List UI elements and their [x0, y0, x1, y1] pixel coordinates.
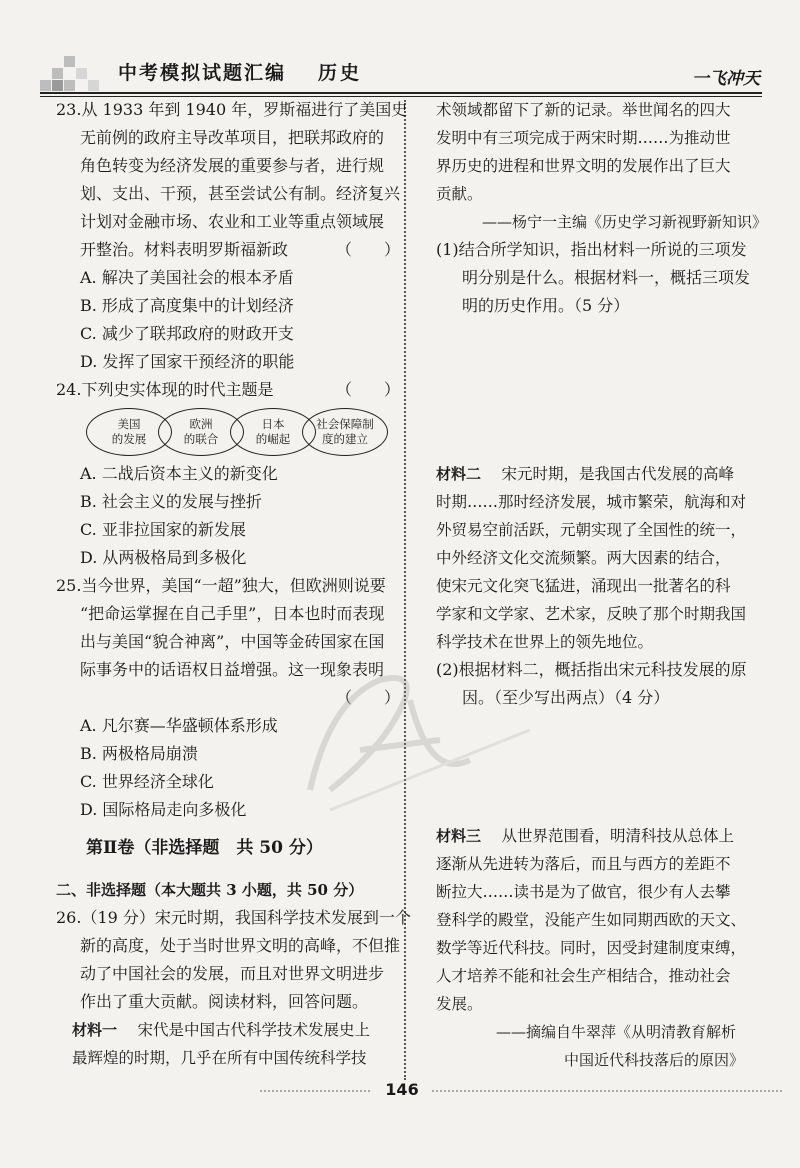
part-title: 二、非选择题（本大题共 3 小题，共 50 分）	[56, 881, 364, 899]
material-1-source: ——杨宁一主编《历史学习新视野新知识》	[482, 213, 768, 231]
footer-dots-right	[432, 1090, 782, 1092]
material-1-line-2: 最辉煌的时期，几乎在所有中国传统科学技	[72, 1049, 367, 1067]
q23-line-4: 划、支出、干预，甚至尝试公有制。经济复兴	[80, 184, 401, 203]
oval-text-line2: 的发展	[111, 432, 147, 446]
material-3-line-2: 逐渐从先进转为落后，而且与西方的差距不	[436, 855, 731, 873]
q23-line-1: 23.从 1933 年到 1940 年，罗斯福进行了美国史	[56, 100, 408, 119]
material-3-source-2: 中国近代科技落后的原因》	[564, 1051, 745, 1069]
subq-2-line-2: 因。（至少写出两点）（4 分）	[462, 688, 670, 707]
material-3-line-1: 从世界范围看，明清科技从总体上	[486, 827, 735, 845]
q23-line-3: 角色转变为经济发展的重要参与者，进行规	[80, 156, 385, 175]
subq-1-line-2: 明分别是什么。根据材料一，概括三项发	[462, 268, 751, 287]
oval-text-line1: 欧洲	[189, 417, 213, 431]
q23-option-c[interactable]: C. 减少了联邦政府的财政开支	[80, 324, 294, 343]
book-title: 中考模拟试题汇编	[118, 62, 287, 84]
q25-answer-paren[interactable]: （ ）	[336, 688, 401, 707]
material-3-line-4: 登科学的殿堂，没能产生如同期西欧的天文、	[436, 911, 747, 929]
q25-option-c[interactable]: C. 世界经济全球化	[80, 772, 214, 791]
q23-option-a[interactable]: A. 解决了美国社会的根本矛盾	[80, 268, 294, 287]
material-3-label: 材料三	[436, 827, 482, 845]
q26-line-3: 动了中国社会的发展，而且对世界文明进步	[80, 964, 385, 983]
q23-line-2: 无前例的政府主导改革项目，把联邦政府的	[80, 128, 385, 147]
q24-option-a[interactable]: A. 二战后资本主义的新变化	[80, 464, 278, 483]
material-1-line-1: 宋代是中国古代科学技术发展史上	[122, 1021, 371, 1039]
material-3-line-3: 断拉大……读书是为了做官，很少有人去攀	[436, 883, 731, 901]
page-number: 146	[385, 1080, 419, 1099]
material-2-line-6: 学家和文学家、艺术家，反映了那个时期我国	[436, 605, 747, 623]
oval-text-line2: 的联合	[183, 432, 219, 446]
header-rule	[40, 92, 762, 94]
q26-line-4: 作出了重大贡献。阅读材料，回答问题。	[80, 992, 369, 1011]
q24-stem: 24.下列史实体现的时代主题是	[56, 380, 274, 399]
q24-option-c[interactable]: C. 亚非拉国家的新发展	[80, 520, 246, 539]
oval-text-line1: 美国	[117, 417, 141, 431]
q23-line-5: 计划对金融市场、农业和工业等重点领域展	[80, 212, 385, 231]
brand-name: 一飞冲天	[692, 69, 760, 89]
q25-line-3: 出与美国“貌合神离”，中国等金砖国家在国	[80, 632, 385, 651]
material-3-line-5: 数学等近代科技。同时，因受封建制度束缚，	[436, 939, 747, 957]
material-1-cont-3: 界历史的进程和世界文明的发展作出了巨大	[436, 157, 731, 175]
material-1-cont-1: 术领域都留下了新的记录。举世闻名的四大	[436, 101, 731, 119]
q23-answer-paren[interactable]: （ ）	[336, 240, 401, 259]
subject-label: 历史	[318, 62, 363, 84]
q25-option-d[interactable]: D. 国际格局走向多极化	[80, 800, 247, 819]
material-3-line-7: 发展。	[436, 995, 483, 1013]
watermark-logo	[270, 640, 570, 840]
material-2-line-5: 使宋元文化突飞猛进，涌现出一批著名的科	[436, 577, 731, 595]
q25-option-a[interactable]: A. 凡尔赛—华盛顿体系形成	[80, 716, 278, 735]
oval-text-line2: 度的建立	[322, 432, 368, 446]
material-2-line-1: 宋元时期，是我国古代发展的高峰	[486, 465, 735, 483]
q23-line-6: 开整治。材料表明罗斯福新政	[80, 240, 289, 259]
diagram-oval-social-security	[302, 408, 388, 456]
material-3-source-1: ——摘编自牛翠萍《从明清教育解析	[496, 1023, 737, 1041]
column-divider	[404, 100, 406, 1080]
q23-option-b[interactable]: B. 形成了高度集中的计划经济	[80, 296, 294, 315]
material-2-line-3: 外贸易空前活跃，元朝实现了全国性的统一，	[436, 521, 747, 539]
q23-option-d[interactable]: D. 发挥了国家干预经济的职能	[80, 352, 295, 371]
q25-line-4: 际事务中的话语权日益增强。这一现象表明	[80, 660, 385, 679]
q25-line-1: 25.当今世界，美国“一超”独大，但欧洲则说要	[56, 576, 386, 595]
material-2-line-2: 时期……那时经济发展，城市繁荣，航海和对	[436, 493, 747, 511]
page-header	[40, 52, 762, 96]
header-decoration	[40, 56, 110, 92]
material-2-line-7: 科学技术在世界上的领先地位。	[436, 633, 654, 651]
q24-option-b[interactable]: B. 社会主义的发展与挫折	[80, 492, 262, 511]
material-1-label: 材料一	[72, 1021, 118, 1039]
q26-line-2: 新的高度，处于当时世界文明的高峰，不但推	[80, 936, 401, 955]
q26-line-1: 26.（19 分）宋元时期，我国科学技术发展到一个	[56, 908, 411, 927]
q24-answer-paren[interactable]: （ ）	[336, 380, 401, 399]
q25-option-b[interactable]: B. 两极格局崩溃	[80, 744, 198, 763]
oval-text-line1: 社会保障制	[316, 417, 374, 431]
material-2-line-4: 中外经济文化交流频繁。两大因素的结合，	[436, 549, 731, 567]
oval-text-line2: 的崛起	[255, 432, 291, 446]
footer-dots-left	[260, 1090, 370, 1092]
q25-line-2: “把命运掌握在自己手里”，日本也时而表现	[80, 604, 385, 623]
material-2-label: 材料二	[436, 465, 482, 483]
q24-option-d[interactable]: D. 从两极格局到多极化	[80, 548, 247, 567]
material-3-line-6: 人才培养不能和社会生产相结合，推动社会	[436, 967, 731, 985]
subq-1-line-3: 明的历史作用。（5 分）	[462, 296, 630, 315]
material-1-cont-4: 贡献。	[436, 185, 483, 203]
subq-2-line-1: (2)根据材料二，概括指出宋元科技发展的原	[436, 660, 747, 679]
oval-text-line1: 日本	[261, 417, 285, 431]
material-1-cont-2: 发明中有三项完成于两宋时期……为推动世	[436, 129, 731, 147]
subq-1-line-1: (1)结合所学知识，指出材料一所说的三项发	[436, 240, 747, 259]
section-title: 第Ⅱ卷（非选择题 共 50 分）	[86, 838, 323, 858]
q24-diagram	[86, 408, 398, 458]
